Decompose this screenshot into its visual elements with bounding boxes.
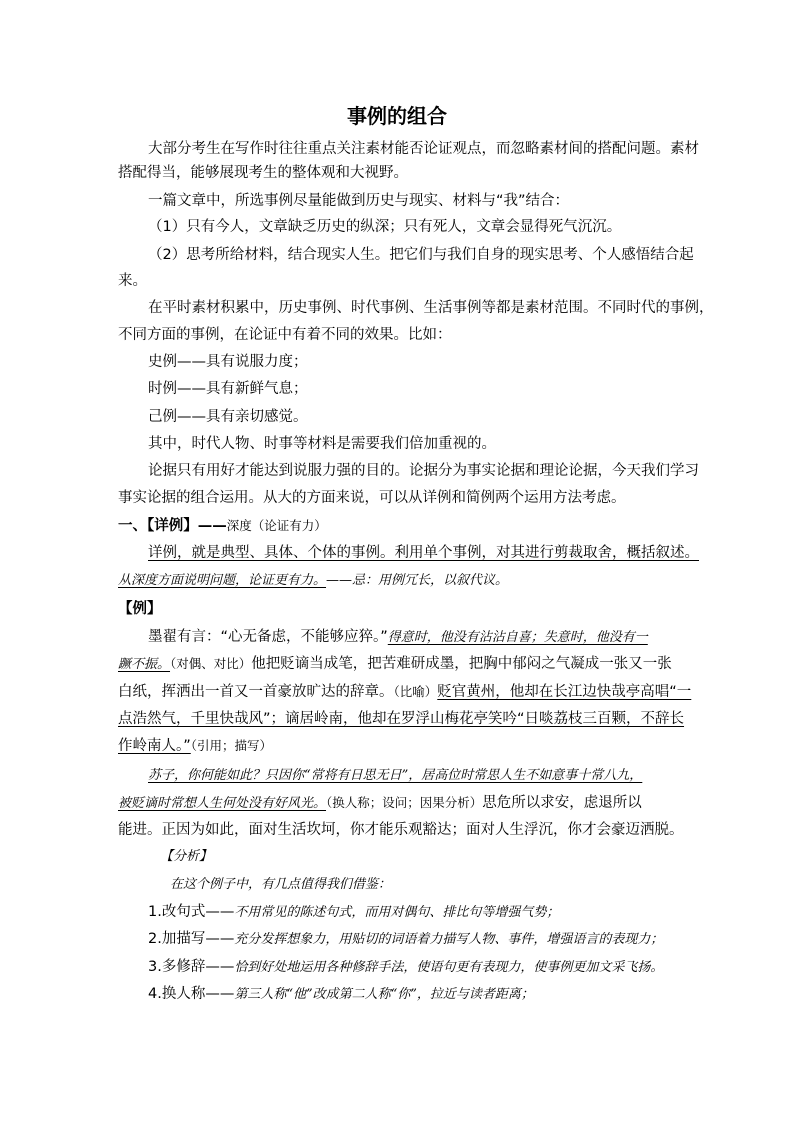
example-text: 思危所以求安，虑退所以	[482, 795, 642, 811]
definition-warning: ——忌：用例冗长，以叙代议。	[326, 573, 509, 588]
paragraph-line: 搭配得当，能够展现考生的整体观和大视野。	[118, 165, 408, 181]
definition-line	[118, 570, 508, 591]
paragraph-line: 其中，时代人物、时事等材料是需要我们倍加重视的。	[148, 436, 496, 452]
example-underlined: 贬官黄州，他却在长江边快哉亭高唱“一	[437, 684, 692, 700]
paragraph-line: （2）思考所给材料，结合现实人生。把它们与我们自身的现实思考、个人感悟结合起	[148, 247, 694, 263]
paragraph-line: 己例——具有亲切感觉。	[148, 409, 308, 425]
rhetoric-note: （比喻）	[393, 684, 438, 699]
example-emphasis: 得意时，他没有沾沾自喜；失意时，他没有一	[387, 630, 648, 645]
analysis-item-body: 充分发挥想象力，用贴切的词语着力描写人物、事件，增强语言的表现力；	[234, 932, 664, 947]
paragraph-line: 大部分考生在写作时往往重点关注素材能否论证观点，而忽略素材间的搭配问题。素材	[148, 141, 699, 157]
example-quote: 墨翟有言：“心无备虑，不能够应猝。”	[148, 629, 388, 645]
paragraph-line: 一篇文章中，所选事例尽量能做到历史与现实、材料与“我”结合：	[148, 193, 570, 209]
paragraph-line: 论据只有用好才能达到说服力强的目的。论据分为事实论据和理论论据，今天我们学习	[148, 463, 699, 479]
paragraph-line: 在平时素材积累中，历史事例、时代事例、生活事例等都是素材范围。不同时代的事例，	[148, 300, 714, 316]
analysis-item	[148, 984, 534, 1005]
paragraph-line: 史例——具有说服力度；	[148, 354, 308, 370]
rhetoric-note: （对偶、对比）	[170, 656, 252, 671]
analysis-item	[148, 902, 559, 923]
example-line	[118, 736, 272, 756]
example-text: 他把贬谪当成笔，把苦难研成墨，把胸中郁闷之气凝成一张又一张	[251, 656, 672, 672]
example-line: 苏子，你何能如此？只因你“常将有日思无日”，居高位时常思人生不如意事十常八九，	[148, 768, 643, 783]
analysis-item-head: 3.多修辞——	[148, 959, 235, 975]
paragraph-line: （1）只有今人，文章缺乏历史的纵深；只有死人，文章会显得死气沉沉。	[148, 219, 622, 235]
section-heading-main: 一、【详例】——	[118, 518, 227, 534]
analysis-item-head: 2.加描写——	[148, 931, 235, 947]
rhetoric-note: （引用；描写）	[190, 738, 273, 753]
example-line	[118, 793, 642, 814]
analysis-intro: 在这个例子中，有几点值得我们借鉴：	[170, 877, 392, 892]
analysis-item-head: 1.改句式——	[148, 904, 235, 920]
rhetoric-note: （换人称；设问；因果分析）	[326, 795, 483, 810]
paragraph-line: 事实论据的组合运用。从大的方面来说，可以从详例和简例两个运用方法考虑。	[118, 490, 626, 506]
example-line	[148, 627, 648, 648]
paragraph-line: 不同方面的事例，在论证中有着不同的效果。比如：	[118, 327, 452, 343]
analysis-item	[148, 929, 663, 950]
page-title: 事例的组合	[347, 104, 447, 128]
paragraph-line: 时例——具有新鲜气息；	[148, 381, 308, 397]
section-heading-note: 深度（论证有力）	[226, 518, 327, 533]
analysis-item-body: 恰到好处地运用各种修辞手法，使语句更有表现力，使事例更加文采飞扬。	[234, 960, 664, 975]
analysis-item-body: 第三人称“他”改成第二人称“你”，拉近与读者距离；	[234, 987, 534, 1002]
example-underlined: 作岭南人。”	[118, 738, 191, 754]
analysis-item-body: 不用常见的陈述句式，而用对偶句、排比句等增强气势；	[234, 905, 560, 920]
analysis-label: 【分析】	[160, 849, 213, 864]
analysis-item-head: 4.换人称——	[148, 986, 235, 1002]
paragraph-line: 来。	[118, 273, 147, 289]
section-heading	[118, 516, 327, 536]
definition-line: 详例，就是典型、具体、个体的事例。利用单个事例，对其进行剪裁取舍，概括叙述。	[148, 545, 699, 561]
example-emphasis: 被贬谪时常想人生何处没有好风光。	[118, 796, 327, 811]
example-line	[118, 654, 672, 675]
example-text: 白纸，挥洒出一首又一首豪放旷达的辞章。	[118, 684, 394, 700]
example-emphasis: 蹶不振。	[118, 657, 171, 672]
example-label: 【例】	[118, 601, 162, 617]
example-line: 点浩然气，千里快哉风”；谪居岭南，他却在罗浮山梅花亭笑吟“日啖荔枝三百颗，不辞长	[118, 711, 685, 727]
analysis-item	[148, 957, 663, 978]
example-line	[118, 682, 691, 702]
definition-emphasis: 从深度方面说明问题，论证更有力。	[118, 573, 327, 588]
example-line: 能进。正因为如此，面对生活坎坷，你才能乐观豁达；面对人生浮沉，你才会豪迈洒脱。	[118, 822, 684, 838]
